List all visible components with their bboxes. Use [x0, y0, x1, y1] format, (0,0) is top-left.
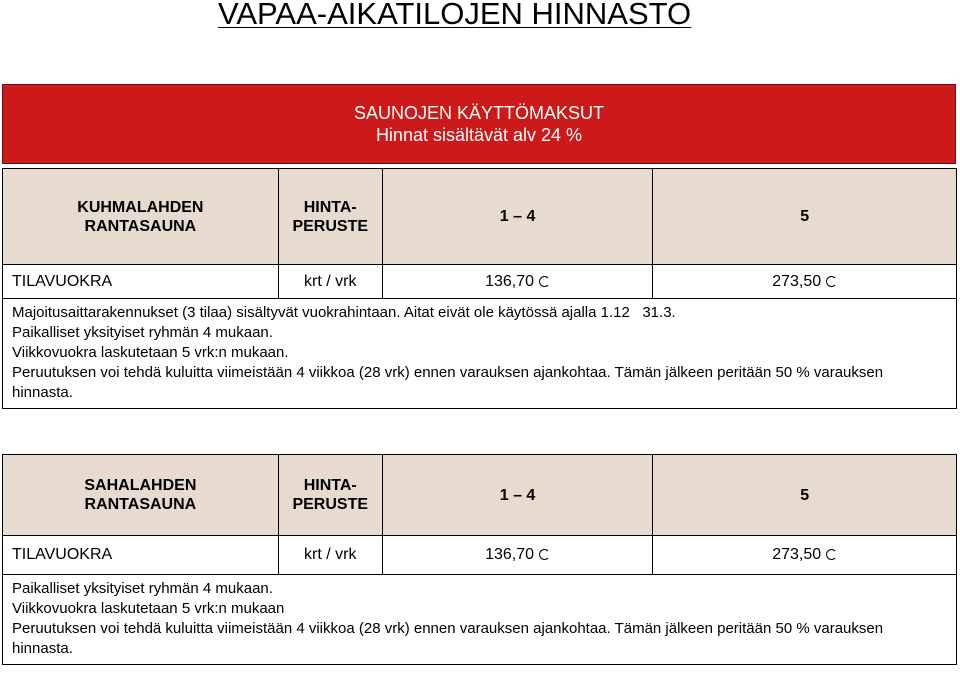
notes-cell	[3, 575, 957, 665]
group-5-header: 5	[653, 169, 957, 265]
table-row	[3, 265, 957, 299]
euro-icon	[538, 548, 550, 560]
note-text: Paikalliset yksityiset ryhmän 4 mukaan.	[12, 324, 273, 341]
fees-banner	[2, 84, 956, 164]
euro-icon	[825, 275, 837, 287]
price-group-1-4: 136,70	[382, 536, 653, 575]
note-text: Peruutuksen voi tehdä kuluitta viimeistään 4 viikkoa (28 vrk) ennen varauksen ajankohtaa. Tämän jälkeen peritään 50 % varauksen hinnasta.	[12, 364, 884, 401]
note-text: Peruutuksen voi tehdä kuluitta viimeistään 4 viikkoa (28 vrk) ennen varauksen ajankohtaa. Tämän jälkeen peritään 50 % varauksen hinnasta.	[12, 620, 884, 657]
kuhmalahti-price-table	[2, 168, 957, 409]
page-title: VAPAA-AIKATILOJEN HINNASTO	[218, 0, 692, 31]
note-text: Viikkovuokra laskutetaan 5 vrk:n mukaan.	[12, 344, 289, 361]
banner-vat-note: Hinnat sisältävät alv 24 %	[375, 125, 583, 145]
sauna-name-header: SAHALAHDEN RANTASAUNA	[3, 455, 279, 536]
rent-label: TILAVUOKRA	[3, 265, 279, 299]
rent-label: TILAVUOKRA	[3, 536, 279, 575]
rent-unit: krt / vrk	[278, 536, 382, 575]
price-basis-header: HINTA- PERUSTE	[278, 169, 382, 265]
notes-row	[3, 299, 957, 409]
notes-cell	[3, 299, 957, 409]
note-text: Majoitusaittarakennukset (3 tilaa) sisältyvät vuokrahintaan. Aitat eivät ole käytössä ajalla 1.12 31.3.	[12, 304, 676, 321]
sahalahti-price-table	[2, 454, 957, 665]
price-group-5: 273,50	[653, 265, 957, 299]
euro-icon	[538, 275, 550, 287]
table-header-row	[3, 169, 957, 265]
note-text: Viikkovuokra laskutetaan 5 vrk:n mukaan	[12, 600, 285, 617]
price-group-1-4: 136,70	[382, 265, 653, 299]
euro-icon	[825, 548, 837, 560]
rent-unit: krt / vrk	[278, 265, 382, 299]
group-5-header: 5	[653, 455, 957, 536]
note-text: Paikalliset yksityiset ryhmän 4 mukaan.	[12, 580, 273, 597]
sauna-name-header: KUHMALAHDEN RANTASAUNA	[3, 169, 279, 265]
price-group-5: 273,50	[653, 536, 957, 575]
group-1-4-header: 1 – 4	[382, 455, 653, 536]
table-header-row	[3, 455, 957, 536]
group-1-4-header: 1 – 4	[382, 169, 653, 265]
notes-row	[3, 575, 957, 665]
price-basis-header: HINTA- PERUSTE	[278, 455, 382, 536]
table-row	[3, 536, 957, 575]
banner-heading: SAUNOJEN KÄYTTÖMAKSUT	[353, 103, 605, 123]
